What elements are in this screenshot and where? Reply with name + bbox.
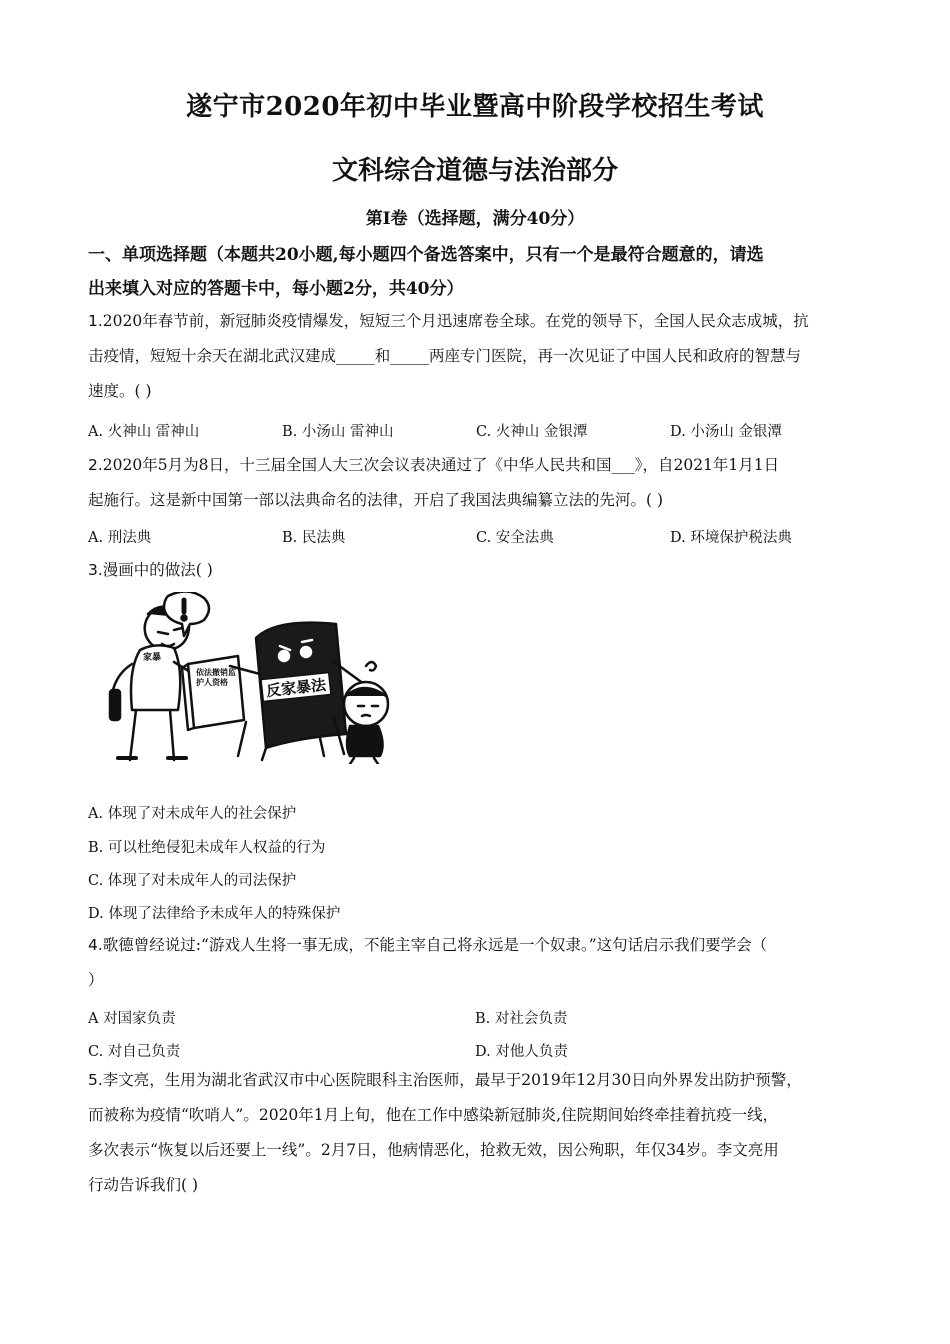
comic-book-title: 反家暴法 [265, 675, 327, 701]
question-number: 3. [88, 561, 103, 579]
option-a[interactable]: A. 火神山 雷神山 [88, 424, 200, 440]
question-text: 歌德曾经说过:“游戏人生将一事无成，不能主宰自己将永远是一个奴隶。”这句话启示我们要学会（ [102, 936, 768, 954]
question-text: 速度。( ) [88, 382, 152, 400]
option-c[interactable]: C. 对自己负责 [88, 1044, 181, 1060]
comic-shirt-text: 家暴 [143, 653, 162, 663]
option-c[interactable]: C. 安全法典 [476, 530, 554, 546]
question-text: ） [88, 971, 104, 989]
exam-subtitle: 文科综合道德与法治部分 [331, 156, 618, 186]
question-4 [88, 928, 863, 998]
question-text: 多次表示“恢复以后还要上一线”。2月7日，他病情恶化，抢救无效，因公殉职，年仅34岁。李文亮用 [88, 1141, 779, 1159]
option-b[interactable]: B. 民法典 [282, 530, 346, 546]
option-b[interactable]: B. 小汤山 雷神山 [282, 424, 394, 440]
option-d[interactable]: D. 环境保护税法典 [670, 530, 792, 546]
question-1 [88, 304, 863, 409]
exam-title: 遂宁市2020年初中毕业暨高中阶段学校招生考试 [186, 92, 764, 122]
question-text: 漫画中的做法( ) [102, 561, 213, 579]
question-text: 起施行。这是新中国第一部以法典命名的法律，开启了我国法典编纂立法的先河。( ) [88, 491, 664, 509]
question-number: 4. [88, 936, 103, 954]
option-d[interactable]: D. 体现了法律给予未成年人的特殊保护 [88, 906, 341, 922]
volume-heading: 第Ⅰ卷（选择题，满分40分） [365, 209, 585, 229]
question-5 [88, 1063, 863, 1203]
question-text: 2020年春节前，新冠肺炎疫情爆发，短短三个月迅速席卷全球。在党的领导下，全国人民众志成城，抗 [102, 312, 809, 330]
option-b[interactable]: B. 可以杜绝侵犯未成年人权益的行为 [88, 840, 326, 856]
question-2 [88, 448, 863, 518]
question-text: 行动告诉我们( ) [88, 1176, 199, 1194]
question-number: 1. [88, 312, 103, 330]
option-d[interactable]: D. 小汤山 金银潭 [670, 424, 782, 440]
question-text: 击疫情，短短十余天在湖北武汉建成_____和_____两座专门医院，再一次见证了中国人民和政府的智慧与 [88, 347, 802, 365]
question-number: 5. [88, 1071, 103, 1089]
section-heading-line: 出来填入对应的答题卡中，每小题2分，共40分） [88, 279, 464, 299]
option-d[interactable]: D. 对他人负责 [475, 1044, 568, 1060]
option-c[interactable]: C. 体现了对未成年人的司法保护 [88, 873, 297, 889]
option-a[interactable]: A. 体现了对未成年人的社会保护 [88, 806, 297, 822]
question-3 [88, 553, 863, 588]
section-heading [88, 238, 868, 306]
question-text: 2020年5月为8日，十三届全国人大三次会议表决通过了《中华人民共和国___》，自2021年1月1日 [102, 456, 780, 474]
section-heading-line: 一、单项选择题（本题共20小题,每小题四个备选答案中，只有一个是最符合题意的，请选 [88, 245, 764, 265]
option-c[interactable]: C. 火神山 金银潭 [476, 424, 588, 440]
cartoon-image [98, 592, 393, 764]
question-text: 李文亮，生用为湖北省武汉市中心医院眼科主治医师，最早于2019年12月30日向外界发出防护预警， [102, 1071, 802, 1089]
question-text: 而被称为疫情“吹哨人”。2020年1月上旬，他在工作中感染新冠肺炎,住院期间始终牵挂着抗疫一线， [88, 1106, 779, 1124]
option-a[interactable]: A 对国家负责 [88, 1011, 176, 1027]
comic-paper-text: 依法撤销监护人资格 [196, 668, 236, 687]
question-number: 2. [88, 456, 103, 474]
option-b[interactable]: B. 对社会负责 [475, 1011, 568, 1027]
option-a[interactable]: A. 刑法典 [88, 530, 152, 546]
